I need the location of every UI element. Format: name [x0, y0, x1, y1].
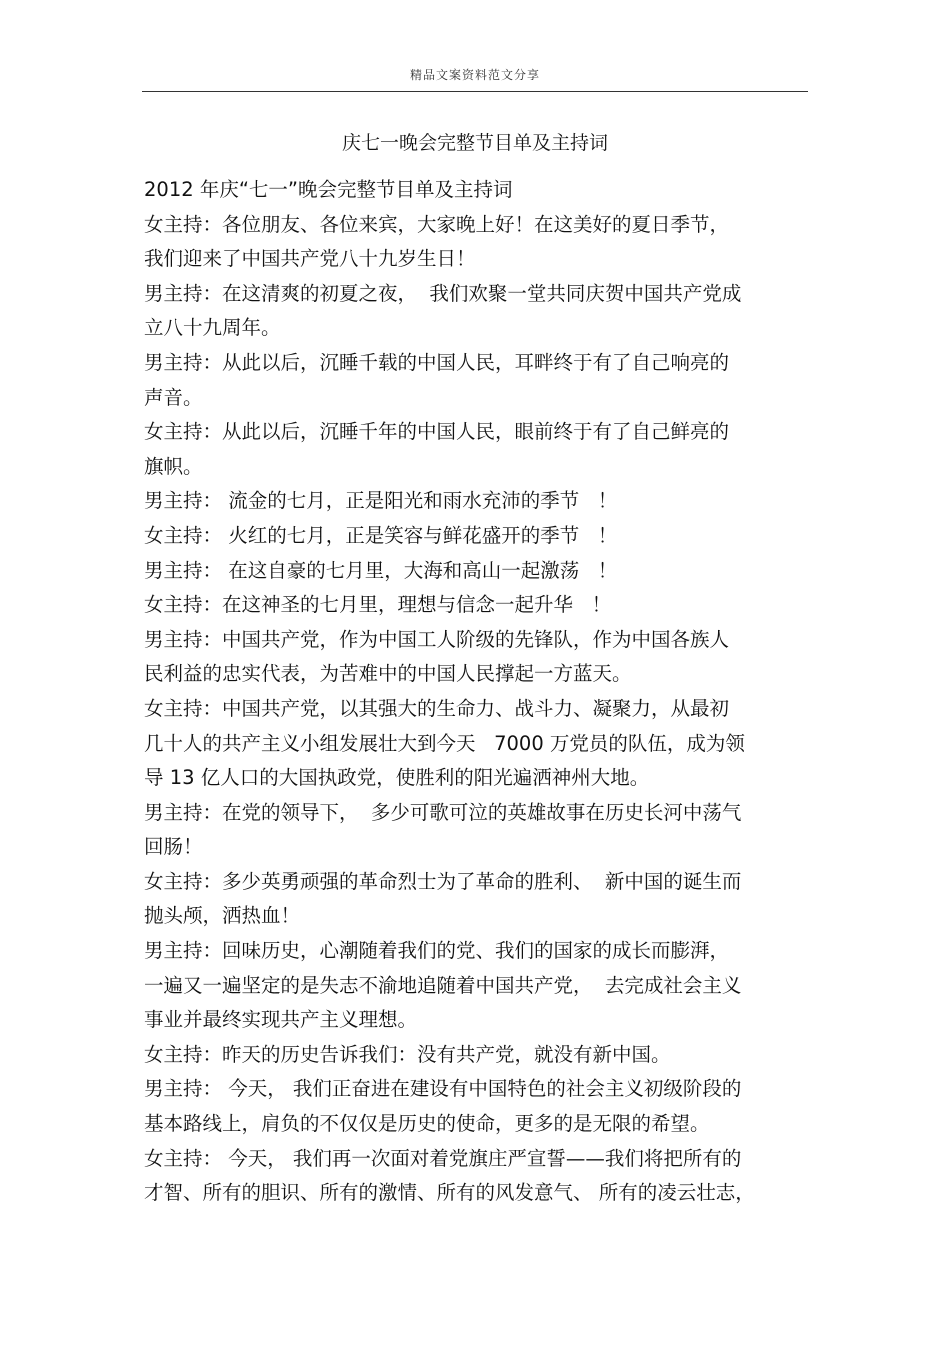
document-body: [144, 173, 808, 1211]
body-line: 女主持：中国共产党，以其强大的生命力、战斗力、凝聚力，从最初: [144, 696, 730, 720]
body-line: 才智、所有的胆识、所有的激情、所有的风发意气、 所有的凌云壮志，: [144, 1181, 755, 1205]
body-line: 女主持：多少英勇顽强的革命烈士为了革命的胜利、 新中国的诞生而: [144, 869, 742, 893]
header-divider: [142, 91, 808, 92]
body-line: 男主持： 流金的七月，正是阳光和雨水充沛的季节 ！: [144, 489, 618, 513]
body-line: 回肠！: [144, 835, 203, 859]
body-line: 声音。: [144, 385, 203, 409]
body-line: 女主持： 火红的七月，正是笑容与鲜花盛开的季节 ！: [144, 523, 618, 547]
body-line: 男主持： 今天， 我们正奋进在建设有中国特色的社会主义初级阶段的: [144, 1077, 742, 1101]
body-line: 基本路线上，肩负的不仅仅是历史的使命，更多的是无限的希望。: [144, 1112, 710, 1136]
body-line: 我们迎来了中国共产党八十九岁生日！: [144, 247, 476, 271]
body-line: 男主持： 在这自豪的七月里，大海和高山一起激荡 ！: [144, 558, 618, 582]
body-line: 导 13 亿人口的大国执政党，使胜利的阳光遍洒神州大地。: [144, 766, 650, 790]
body-line: 女主持：在这神圣的七月里，理想与信念一起升华 ！: [144, 593, 612, 617]
body-line: 女主持：昨天的历史告诉我们：没有共产党，就没有新中国。: [144, 1042, 671, 1066]
body-line: 抛头颅，洒热血！: [144, 904, 301, 928]
body-line: 民利益的忠实代表，为苦难中的中国人民撑起一方蓝天。: [144, 662, 632, 686]
page-header: 精品文案资料范文分享: [409, 68, 540, 82]
body-line: 立八十九周年。: [144, 316, 281, 340]
body-line: 男主持：回味历史，心潮随着我们的党、我们的国家的成长而膨湃，: [144, 939, 730, 963]
body-line: 几十人的共产主义小组发展壮大到今天 7000 万党员的队伍，成为领: [144, 731, 745, 755]
body-line: 旗帜。: [144, 454, 203, 478]
body-line: 男主持：从此以后，沉睡千载的中国人民，耳畔终于有了自己响亮的: [144, 350, 730, 374]
body-line: 2012 年庆“七一”晚会完整节目单及主持词: [144, 178, 513, 201]
body-line: 一遍又一遍坚定的是失志不渝地追随着中国共产党， 去完成社会主义: [144, 973, 742, 997]
body-line: 男主持：在这清爽的初夏之夜， 我们欢聚一堂共同庆贺中国共产党成: [144, 281, 742, 305]
body-line: 男主持：中国共产党，作为中国工人阶级的先锋队，作为中国各族人: [144, 627, 730, 651]
body-line: 女主持： 今天， 我们再一次面对着党旗庄严宣誓——我们将把所有的: [144, 1146, 742, 1170]
body-line: 事业并最终实现共产主义理想。: [144, 1008, 418, 1032]
document-title: 庆七一晚会完整节目单及主持词: [341, 132, 608, 154]
body-line: 女主持：从此以后，沉睡千年的中国人民，眼前终于有了自己鲜亮的: [144, 420, 730, 444]
body-line: 女主持：各位朋友、各位来宾，大家晚上好！在这美好的夏日季节，: [144, 212, 730, 236]
body-line: 男主持：在党的领导下， 多少可歌可泣的英雄故事在历史长河中荡气: [144, 800, 742, 824]
